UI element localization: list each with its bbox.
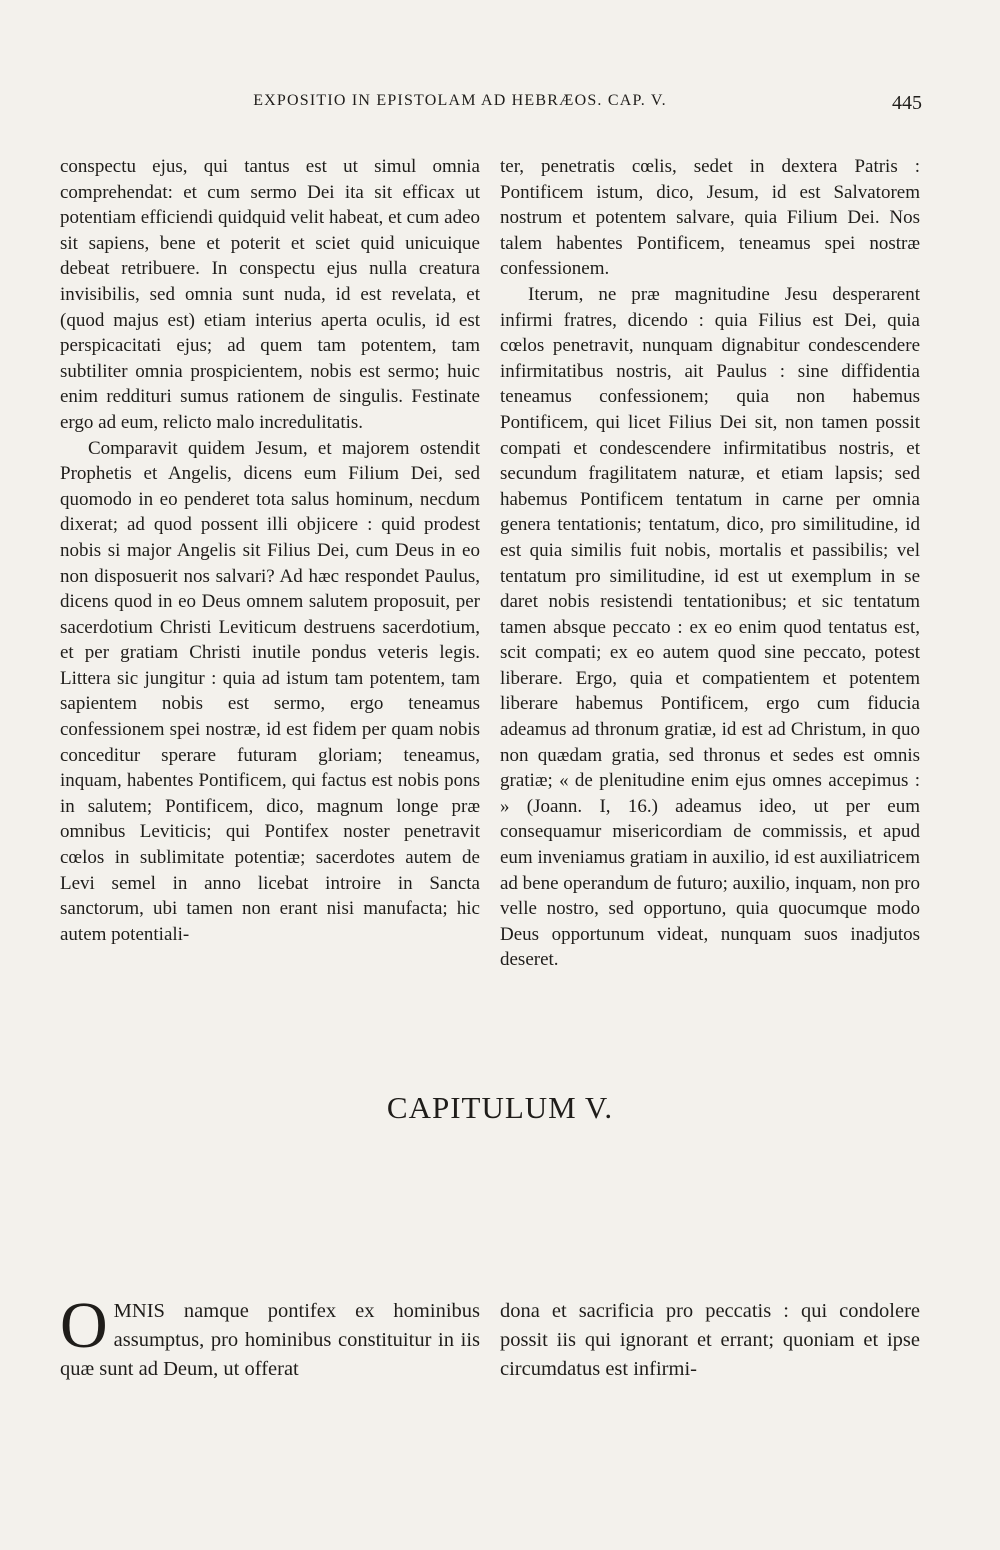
right-column-upper <box>500 154 920 973</box>
left-column-upper <box>60 154 480 947</box>
paragraph: conspectu ejus, qui tantus est ut simul omnia comprehendat: et cum sermo Dei ita sit efficax ut potentiam efficiendi quidquid velit habeat, et cum adeo sit sapiens, bene et poterit et sciet quid unicuique debeat retribuere. In conspectu ejus nulla creatura invisibilis, sed omnia sunt nuda, id est revelata, et (quod majus est) etiam interius aperta oculis, id est perspicacitati ejus; ad quem tam potentem, tam subtiliter omnia prospicientem, nobis est sermo; huic enim reddituri sumus rationem de singulis. Festinate ergo ad eum, relicto malo incredulitatis. <box>60 156 480 433</box>
paragraph-text: MNIS namque pontifex ex hominibus assumptus, pro hominibus constituitur in iis quæ sunt ad Deum, ut offerat <box>60 1300 480 1380</box>
chapter-heading: CAPITULUM V. <box>386 1090 614 1125</box>
paragraph: dona et sacrificia pro peccatis : qui condolere possit iis qui ignorant et errant; quoniam et ipse circumdatus est infirmi- <box>500 1300 920 1380</box>
paragraph <box>60 1289 480 1384</box>
right-column-lower <box>500 1297 920 1384</box>
running-head <box>60 92 922 120</box>
left-column-lower <box>60 1289 480 1384</box>
paragraph: Comparavit quidem Jesum, et majorem ostendit Prophetis et Angelis, dicens eum Filium Dei, sed quomodo in eo penderet tota salus hominum, necdum dixerat; ad quod possent illi objicere : quid prodest nobis si major Angelis sit Filius Dei, cum Deus in eo non disposuerit nos salvari? Ad hæc respondet Paulus, dicens quod in eo Deus omnem salutem proposuit, per sacerdotium Christi Leviticum destruens sacerdotium, et per gratiam Christi inutile pondus veteris legis. Littera sic jungitur : quia ad istum tam potentem, tam sapientem nobis est sermo, ergo teneamus confessionem spei nostræ, id est fidem per quam nobis conceditur sperare futuram gloriam; teneamus, inquam, habentes Pontificem, qui factus est nobis pons in salutem; Pontificem, dico, magnum longe præ omnibus Leviticis; qui Pontifex noster penetravit cœlos in sublimitate potentiæ; sacerdotes autem de Levi semel in anno licebat introire in Sancta sanctorum, ubi tamen non erant nisi manufacta; hic autem potentiali- <box>60 437 480 945</box>
paragraph: ter, penetratis cœlis, sedet in dextera Patris : Pontificem istum, dico, Jesum, id est Salvatorem nostrum et potentem salvare, quia Filium Dei. Nos talem habentes Pontificem, teneamus spei nostræ confessionem. <box>500 156 920 280</box>
paragraph: Iterum, ne præ magnitudine Jesu desperarent infirmi fratres, dicendo : quia Filius est Dei, quia cœlos penetravit, nunquam dignabitur condescendere infirmitatibus nostris, ait Paulus : sine diffidentia teneamus confessionem; quia non habemus Pontificem, qui licet Filius Dei sit, non tamen possit compati et condescendere infirmitatibus nostris, et secundum fragilitatem naturæ, et etiam lapsis; sed habemus Pontificem tentatum in carne per omnia genera tentationis; tentatum, dico, pro similitudine, id est quia similis fuit nobis, mortalis et passibilis; vel tentatum pro similitudine, id est ut exemplum in se daret nobis resistendi tentationibus; et sic tentatum tamen absque peccato : ex eo enim quod tentatus est, scit compati; ex eo autem quod sine peccato, potest liberare. Ergo, quia et compatientem et potentem liberare habemus Pontificem, ergo cum fiducia adeamus ad thronum gratiæ, id est ad Christum, in quo non quædam gratia, sed thronus et sedes est omnis gratiæ; « de plenitudine enim ejus omnes accepimus : » (Joann. I, 16.) adeamus ideo, ut per eum consequamur misericordiam de commissis, et apud eum inveniamus gratiam in auxilio, id est auxiliatricem ad bene operandum de futuro; auxilio, inquam, non pro velle nostro, sed opportuno, quia quocumque modo Deus opportunum videat, nunquam suos inadjutos deseret. <box>500 283 921 971</box>
drop-cap: O <box>60 1289 108 1362</box>
page-number: 445 <box>892 92 922 114</box>
running-title: EXPOSITIO IN EPISTOLAM AD HEBRÆOS. CAP. V. <box>253 92 667 109</box>
